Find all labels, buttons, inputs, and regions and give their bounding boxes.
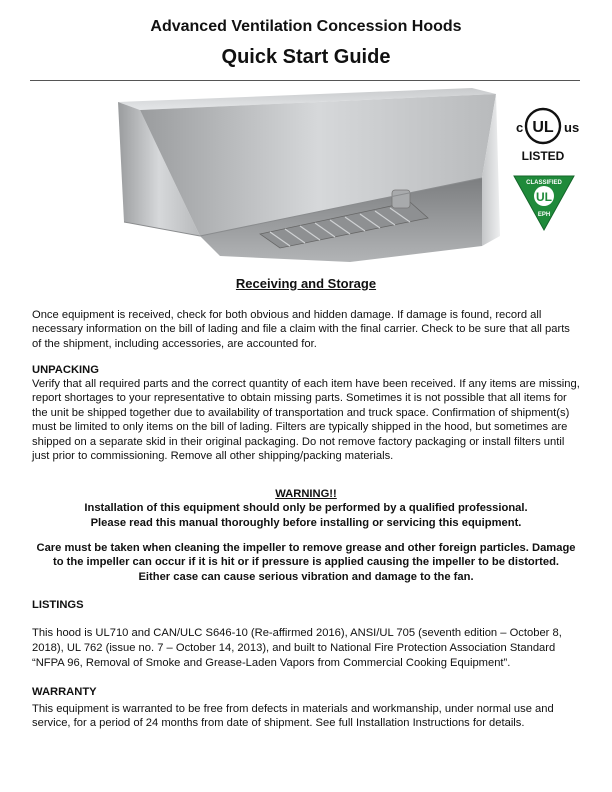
unpacking-paragraph: Verify that all required parts and the correct quantity of each item have been received. If any items are missing, report shortages to your representative to obtain missing parts. Sometimes it is not possible that all items for the unit be shipped together due to availability of transportation and truck space. Confirmation of shipment(s) must be limited to only items on the bill of lading. Filters are typically shipped in the hood, but sometimes are shipped on a separate skid in their original packaging. Do not remove factory packaging or install filters until just prior to commissioning. Remove all other shipping/packing materials. [32, 378, 580, 463]
ul-listed-logo [508, 98, 586, 164]
classified-text: CLASSIFIED [526, 180, 562, 186]
ul-listed-text: LISTED [521, 149, 565, 163]
receiving-paragraph: Once equipment is received, check for both obvious and hidden damage. If damage is found, record all necessary information on the bill of lading and file a claim with the final carrier. Check to be sure that all parts of the shipment, including accessories, are accounted for. [32, 309, 570, 350]
concession-hood-image [110, 86, 500, 266]
warning-heading: WARNING!! [275, 488, 337, 500]
ul-c-mark: c [516, 120, 524, 135]
ul-us-mark: us [564, 120, 580, 135]
warning-line-2: Please read this manual thoroughly before installing or servicing this equipment. [90, 516, 522, 529]
light-fixture [392, 190, 410, 208]
listings-heading: LISTINGS [32, 599, 84, 611]
document-title: Advanced Ventilation Concession Hoods [150, 18, 462, 35]
ul-classified-eph-logo [510, 172, 578, 234]
header-divider [30, 80, 580, 81]
listings-paragraph: This hood is UL710 and CAN/ULC S646-10 (Re-affirmed 2016), ANSI/UL 705 (seventh edition – October 8, 2018), UL 762 (issue no. 7 – October 14, 2013), and built to National Fire Protection Association Standard “NFPA 96, Removal of Smoke and Grease-Laden Vapors from Commercial Cooking Equipment”. [32, 627, 562, 670]
unpacking-heading: UNPACKING [32, 364, 99, 376]
document-subtitle: Quick Start Guide [221, 46, 391, 68]
eph-text: EPH [537, 212, 551, 218]
ul-center-mark: UL [532, 119, 554, 136]
warning-line-1: Installation of this equipment should only be performed by a qualified professional. [84, 502, 528, 515]
warranty-paragraph: This equipment is warranted to be free from defects in materials and workmanship, under normal use and service, for a period of 24 months from date of shipment. See full Installation Instructions for details. [32, 703, 554, 730]
warranty-heading: WARRANTY [32, 686, 97, 698]
receiving-storage-heading: Receiving and Storage [235, 276, 377, 291]
impeller-warning: Care must be taken when cleaning the impeller to remove grease and other foreign particles. Damage to the impeller can occur if it is hit or if pressure is applied causing the impeller to be distorted. Either case can cause serious vibration and damage to the fan. [36, 542, 576, 583]
svg-text:UL: UL [536, 190, 552, 204]
